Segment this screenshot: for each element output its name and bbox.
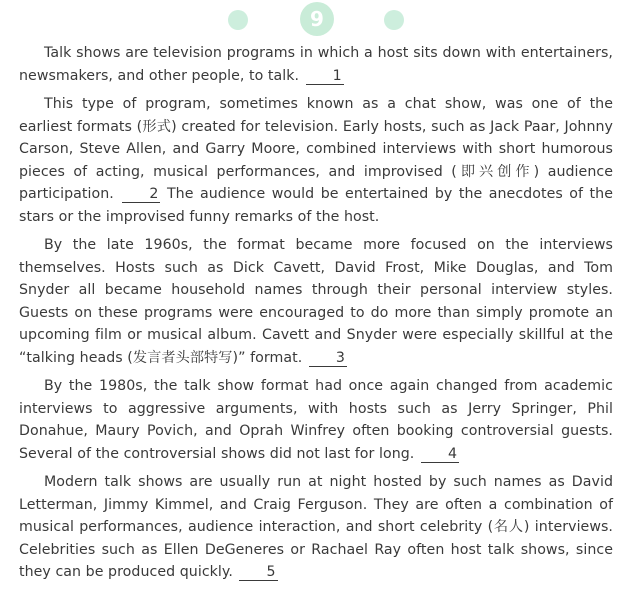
blank-2: 2 [122, 186, 160, 203]
page-number-badge: 9 [300, 2, 334, 36]
paragraph-5 [19, 471, 613, 584]
paragraph-text-continued: The audience would be entertained by the anecdotes of the stars or the improvised funny remarks of the host. [19, 186, 613, 225]
paragraph-text: By the late 1960s, the format became more focused on the interviews themselves. Hosts such as Dick Cavett, David Frost, Mike Douglas, and Tom Snyder all became household names through their personal interview styles. Guests on these programs were encouraged to do more than simply promote an upcoming film or musical album. Cavett and Snyder were especially skillful at the “talking heads (发言者头部特写)” format. [19, 237, 613, 366]
passage [19, 42, 613, 590]
paragraph-text: This type of program, sometimes known as a chat show, was one of the earliest formats (形式) created for television. Early hosts, such as Jack Paar, Johnny Carson, Steve Allen, and Garry Moore, combined interviews with short humorous pieces of acting, musical performances, and improvised (即兴创作) audience participation. [19, 96, 613, 202]
blank-1: 1 [306, 68, 344, 85]
paragraph-2 [19, 93, 613, 228]
paragraph-text: By the 1980s, the talk show format had once again changed from academic interviews to aggressive arguments, with hosts such as Jerry Springer, Phil Donahue, Maury Povich, and Oprah Winfrey often booking controversial guests. Several of the controversial shows did not last for long. [19, 378, 613, 462]
decorative-dot-right [384, 10, 404, 30]
blank-3: 3 [309, 350, 347, 367]
blank-5: 5 [239, 564, 277, 581]
paragraph-3 [19, 234, 613, 369]
paragraph-1 [19, 42, 613, 87]
page-header [0, 2, 640, 36]
paragraph-4 [19, 375, 613, 465]
paragraph-text: Modern talk shows are usually run at night hosted by such names as David Letterman, Jimmy Kimmel, and Craig Ferguson. They are often a combination of musical performances, audience interaction, and short celebrity (名人) interviews. Celebrities such as Ellen DeGeneres or Rachael Ray often host talk shows, since they can be produced quickly. [19, 474, 613, 580]
paragraph-text: Talk shows are television programs in which a host sits down with entertainers, newsmakers, and other people, to talk. [19, 45, 613, 84]
decorative-dot-left [228, 10, 248, 30]
blank-4: 4 [421, 446, 459, 463]
